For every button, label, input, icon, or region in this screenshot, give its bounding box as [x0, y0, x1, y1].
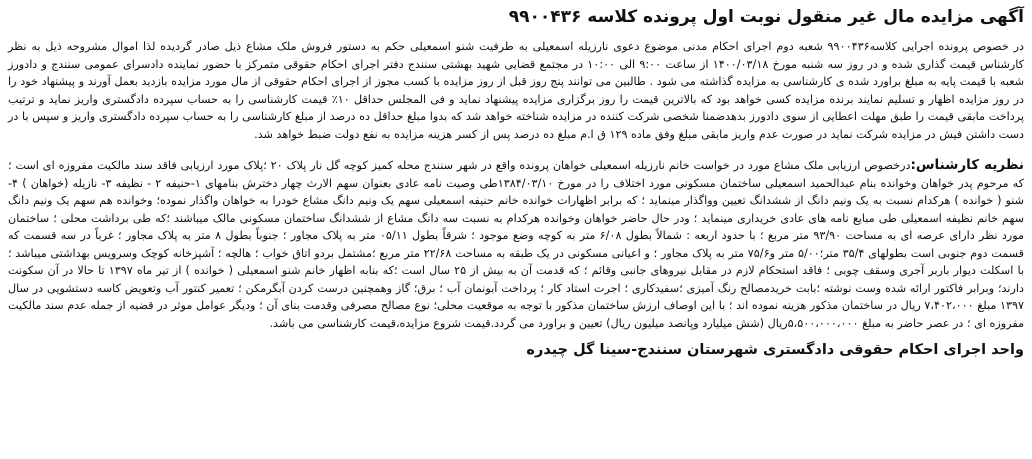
issuing-office-signature: واحد اجرای احکام حقوقی دادگستری شهرستان سنندج-سینا گل چیدره — [526, 342, 1024, 358]
auction-terms-paragraph: در خصوص پرونده اجرایی کلاسه۹۹۰۰۴۳۶ شعبه دوم اجرای احکام مدنی موضوع دعوی نارزیله اسمعیلی به طرفیت شنو اسمعیلی حکم به دستور فروش ملک مشاع ذیل صادر گردیده لذا اموال مشروحه ذیل به نظر کارشناس قیمت گذاری شده و در روز سه شنبه مورخ ۱۴۰۰/۰۳/۱۸ از ساعت ۹:۰۰ الی ۱۰:۰۰ در مجتمع قضایی شهید بهشتی سنندج دفتر اجرای احکام حقوقی متمرکز با حضور نماینده دادسرای عمومی سنندج و دادورز شعبه با قیمت پایه به مبلغ براورد شده ی کارشناسی به مزایده گذاشته می شود . طالبین می توانند پنج روز قبل از روز مزایده با کسب مجوز از اجرای احکام حقوقی از مال مورد مزایده بازدید بعمل آورند و پیشنهاد خود را در روز مزایده اظهار و تسلیم نمایند برنده مزایده کسی خواهد بود که بالاترین قیمت را روز برگزاری مزایده پیشنهاد نماید و فی المجلس حداقل ۱۰٪ قیمت کارشناسی را به حساب سپرده دادگستری واریز نماید و ترتیب پرداخت مابقی قیمت را طبق مهلت اعطایی از سوی دادورز بدهدضمنا شخصی شرکت کننده در مزایده شناخته خواهد شد که بدوا مبلغ حداقل ده درصد از مبلغ کارشناسی را به حساب سپرده دادگستری واریز و سپس با در دست داشتن فیش در مزایده شرکت نماید در صورت عدم واریز مابقی مبلغ وفق ماده ۱۲۹ ق ا.م مبلغ ده درصد پس از کسر هزینه مزایده به نفع دولت ضبط خواهد شد. — [8, 40, 1024, 141]
expert-opinion-text: درخصوص ارزیابی ملک مشاع مورد در خواست خانم نارزیله اسمعیلی خواهان پرونده واقع در شهر سنندج محله کمیز کوچه گل نار پلاک ۲۰ ؛پلاک مورد ارزیابی فاقد سند مالکیت مفروزه ای است ؛ که مرحوم پدر خواهان وخوانده بنام عبدالحمید اسمعیلی ساختمان مسکونی مورد اختلاف را در مورخ ۱۳۸۴/۰۳/۱۰طی وصیت نامه عادی بعنوان سهم الارث چهار دخترش بنامهای ۱-حنیفه ۲ - نظیفه ۳- نازیله (خواهان ) ۴- شنو ( خوانده ) هرکدام نسبت به یک ونیم دانگ از ششدانگ تعیین وواگذار مینماید ؛ که برابر اظهارات خوانده خانم حنیفه اسمعیلی سهم یک ونیم دانگ مشاع خودرا به خواهان واگذار نموده؛ وخوانده هم سهم یک ونیم دانگ سهم خانم نظیفه اسمعیلی طی مبایع نامه های عادی خریداری مینماید ؛ ودر حال حاضر خواهان وخوانده هرکدام به نسبت سه دانگ مشاع از ششدانگ ساختمان مسکونی مالک میباشند ؛که طی برداشت محلی ؛ ساختمان مورد نظر دارای عرصه ای به مساحت ۹۳/۹۰ متر مربع ؛ با حدود اربعه : شمالاً بطول ۶/۰۸ متر به کوچه وضع موجود ؛ شرقاً بطول ۰۵/۱۱ متر به پلاک مجاور ؛ جنوباً بطول ۸ متر به پلاک مجاور ؛ غرباً در سه قسمت که قسمت دوم جنوبی است بطولهای ۳۵/۴ متر؛۵/۰۰ متر و۷۵/۶ متر به پلاک مجاور ؛ و اعیانی مسکونی در یک طبقه به مساحت ۲۲/۶۸ متر مربع ؛مشتمل بردو اتاق خواب ؛ هالچه ؛ آشپزخانه کوچک وسرویس بهداشتی میباشد ؛ با اسکلت دیوار باربر آجری وسقف چوبی ؛ فاقد استحکام لازم در مقابل نیروهای جانبی وقائم ؛ که قدمت آن به بیش از ۲۵ سال است ؛که بنابه اظهار خانم شنو اسمعیلی ( خوانده ) از تیر ماه ۱۳۹۷ تا حالا در آن سکونت دارند؛ وبرابر فاکتور ارائه شده وست نوشته ؛بابت خریدمصالح رنگ آمیزی ؛سفیدکاری ؛ اجرت استاد کار ؛ پرداخت آبونمان آب ؛ برق؛ گاز وهمچنین درست کردن آبگرمکن ؛ تعمیر کنتور آب وتعویض کاسه دستشویی در سال ۱۳۹۷ مبلغ ۷،۴۰۲،۰۰۰ ریال در ساختمان مذکور هزینه نموده اند ؛ با این اوصاف ارزش ساختمان مذکور با توجه به موقعیت محلی؛ نوع مصالح مصرفی وقدمت بنای آن ؛ ودیگر عوامل موثر در قضیه از جمله عدم سند مالکیت مفروزه ای ؛ در عصر حاضر به مبلغ ۵،۵۰۰،۰۰۰،۰۰۰ریال (شش میلیارد وپانصد میلیون ریال) تعیین و براورد می گردد.قیمت شروع مزایده،قیمت کارشناسی می باشد. — [8, 159, 1025, 330]
expert-opinion-paragraph — [8, 157, 1024, 332]
notice-title: آگهی مزایده مال غیر منقول نوبت اول پرونده کلاسه ۹۹۰۰۴۳۶ — [508, 7, 1024, 27]
expert-opinion-label: نظریه کارشناس: — [910, 157, 1024, 173]
